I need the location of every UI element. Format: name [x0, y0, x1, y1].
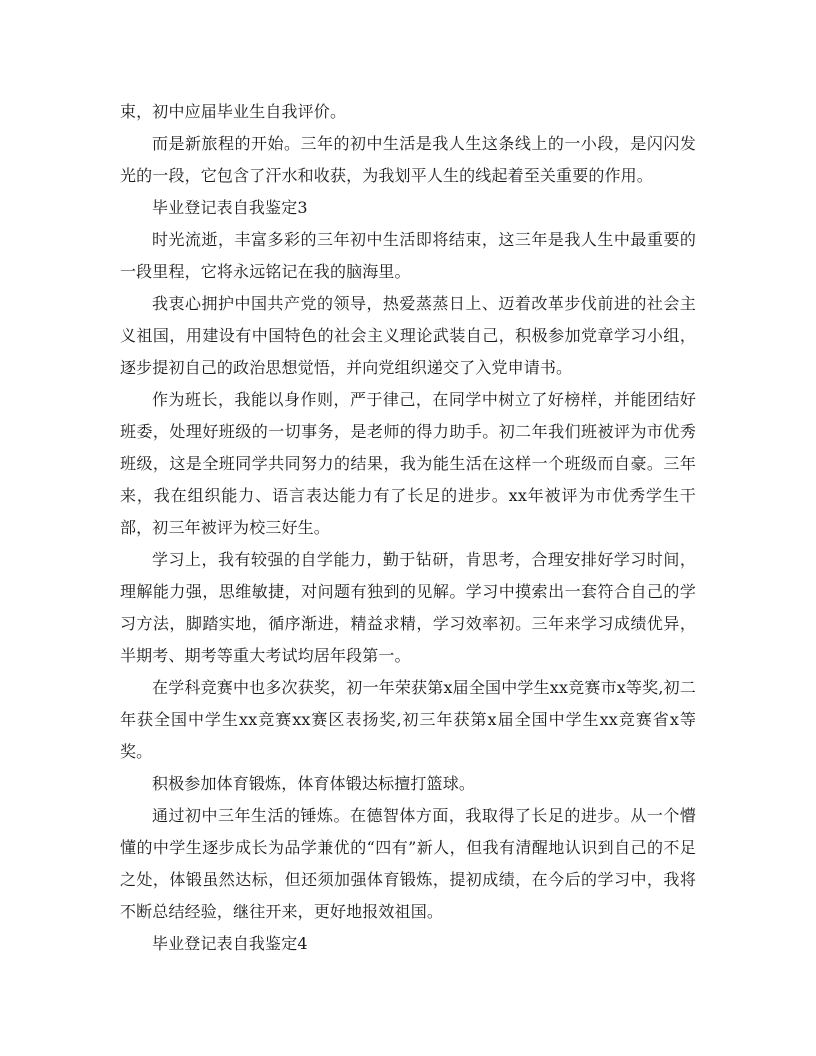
paragraph-sports: 积极参加体育锻炼，体育体锻达标擅打篮球。: [152, 774, 476, 793]
paragraph-competitions: 在学科竞赛中也多次获奖，初一年荣获第x届全国中学生xx竞赛市x等奖,初二年获全国中学生xx竞赛xx赛区表扬奖,初三年获第x届全国中学生xx竞赛省x等奖。: [120, 678, 696, 761]
paragraph-time-flies: 时光流逝，丰富多彩的三年初中生活即将结束，这三年是我人生中最重要的一段里程，它将永远铭记在我的脑海里。: [120, 230, 696, 281]
paragraph-political: 我衷心拥护中国共产党的领导，热爱蒸蒸日上、迈着改革步伐前进的社会主义祖国，用建设有中国特色的社会主义理论武装自己，积极参加党章学习小组，逐步提初自己的政治思想觉悟，并向党组织递交了入党申请书。: [120, 294, 696, 377]
paragraph-class-monitor: 作为班长，我能以身作则，严于律己，在同学中树立了好榜样，并能团结好班委，处理好班级的一切事务，是老师的得力助手。初二年我们班被评为市优秀班级，这是全班同学共同努力的结果，我为能生活在这样一个班级而自豪。三年来，我在组织能力、语言表达能力有了长足的进步。xx年被评为市优秀学生干部，初三年被评为校三好生。: [120, 390, 696, 537]
paragraph-continuation: 束，初中应届毕业生自我评价。: [120, 102, 347, 121]
paragraph-summary: 通过初中三年生活的锤炼。在德智体方面，我取得了长足的进步。从一个懵懂的中学生逐步成长为品学兼优的“四有”新人，但我有清醒地认识到自己的不足之处，体锻虽然达标，但还须加强体育锻炼，提初成绩，在今后的学习中，我将不断总结经验，继往开来，更好地报效祖国。: [120, 806, 696, 921]
section-heading-4: 毕业登记表自我鉴定4: [152, 934, 308, 953]
paragraph-new-journey: 而是新旅程的开始。三年的初中生活是我人生这条线上的一小段，是闪闪发光的一段，它包含了汗水和收获，为我划平人生的线起着至关重要的作用。: [120, 134, 696, 185]
paragraph-study: 学习上，我有较强的自学能力，勤于钻研，肯思考，合理安排好学习时间，理解能力强，思维敏捷，对问题有独到的见解。学习中摸索出一套符合自己的学习方法，脚踏实地，循序渐进，精益求精，学习效率初。三年来学习成绩优异，半期考、期考等重大考试均居年段第一。: [120, 550, 696, 665]
section-heading-3: 毕业登记表自我鉴定3: [152, 198, 308, 217]
document-body: [120, 96, 696, 960]
